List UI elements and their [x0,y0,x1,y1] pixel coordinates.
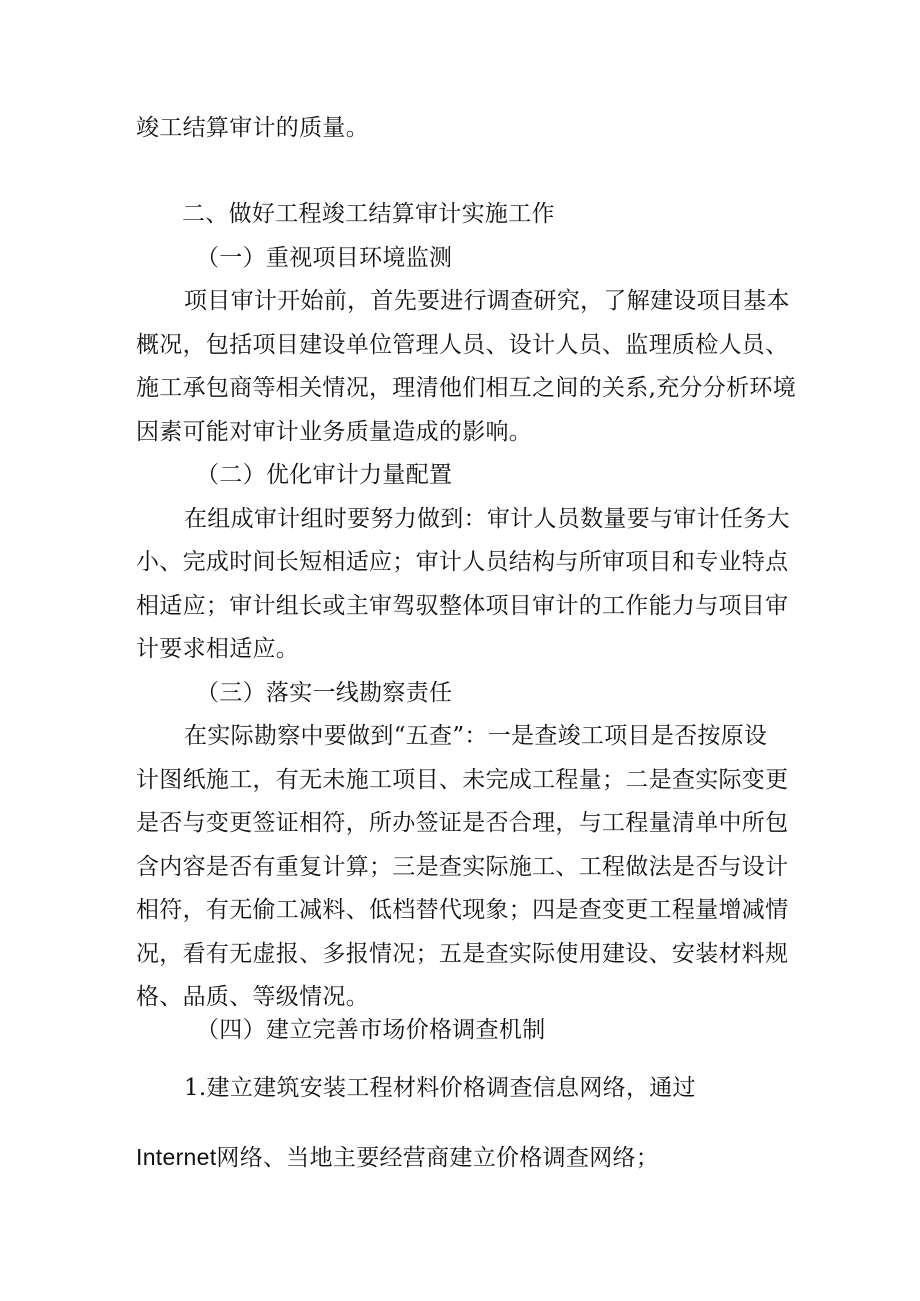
subsection-heading: （三）落实一线勘察责任 [196,680,453,706]
paragraph-line: 在实际勘察中要做到“五查”：一是查竣工项目是否按原设 [184,723,768,749]
paragraph-line: 施工承包商等相关情况，理清他们相互之间的关系,充分分析环境 [136,375,797,401]
paragraph-line: 概况，包括项目建设单位管理人员、设计人员、监理质检人员、 [136,332,789,358]
paragraph-line: 小、完成时间长短相适应；审计人员结构与所审项目和专业特点 [136,549,789,575]
paragraph-line: 因素可能对审计业务质量造成的影响。 [136,419,533,445]
paragraph-line: 况，看有无虚报、多报情况；五是查实际使用建设、安装材料规 [136,941,789,967]
paragraph-line: 格、品质、等级情况。 [136,984,369,1010]
paragraph-line: 含内容是否有重复计算；三是查实际施工、工程做法是否与设计 [136,854,789,880]
subsection-heading: （一）重视项目环境监测 [196,245,453,271]
paragraph-line: 相符，有无偷工减料、低档替代现象；四是查变更工程量增减情 [136,897,789,923]
paragraph-line: Internet网络、当地主要经营商建立价格调查网络； [136,1144,660,1170]
subsection-heading: （四）建立完善市场价格调查机制 [196,1017,546,1043]
paragraph-line: 相适应；审计组长或主审驾驭整体项目审计的工作能力与项目审 [136,593,789,619]
paragraph-line: 在组成审计组时要努力做到：审计人员数量要与审计任务大 [184,506,790,532]
paragraph-line: 竣工结算审计的质量。 [136,115,369,141]
paragraph-line: 计要求相适应。 [136,636,300,662]
paragraph-line: 是否与变更签证相符，所办签证是否合理，与工程量清单中所包 [136,810,789,836]
section-heading: 二、做好工程竣工结算审计实施工作 [182,201,555,227]
paragraph-line: 1.建立建筑安装工程材料价格调查信息网络，通过 [184,1075,696,1101]
paragraph-line: 项目审计开始前，首先要进行调查研究，了解建设项目基本 [184,288,790,314]
subsection-heading: （二）优化审计力量配置 [196,462,453,488]
paragraph-line: 计图纸施工，有无未施工项目、未完成工程量；二是查实际变更 [136,767,789,793]
